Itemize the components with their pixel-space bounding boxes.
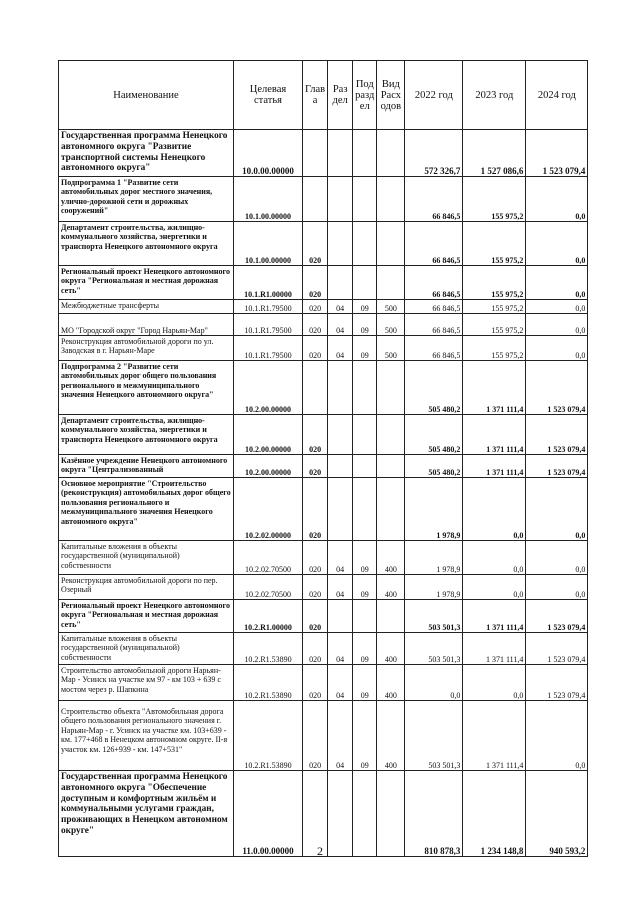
row-2022: 503 501,3 [405, 600, 463, 633]
row-vid [377, 455, 405, 478]
row-glava [303, 130, 328, 177]
header-2024: 2024 год [526, 61, 588, 130]
row-2022: 1 978,9 [405, 478, 463, 541]
budget-table [58, 60, 588, 857]
row-2024: 0,0 [526, 701, 588, 771]
table-row [59, 701, 588, 771]
row-razdel: 04 [328, 300, 353, 314]
row-name: Строительство автомобильной дороги Нарьян-Мар - Усинск на участке км 97 - км 103 + 639 с мостом через р. Шапкина [59, 665, 234, 701]
row-target: 10.2.R1.00000 [234, 600, 303, 633]
table-row [59, 177, 588, 222]
row-2024: 0,0 [526, 266, 588, 300]
row-2022: 66 846,5 [405, 266, 463, 300]
row-target: 10.2.00.00000 [234, 415, 303, 455]
table-row [59, 575, 588, 600]
row-podrazdel [353, 478, 377, 541]
row-2024: 1 523 079,4 [526, 361, 588, 415]
row-razdel: 04 [328, 575, 353, 600]
table-row [59, 541, 588, 575]
row-2023: 1 371 111,4 [463, 600, 526, 633]
header-2022: 2022 год [405, 61, 463, 130]
table-row [59, 600, 588, 633]
row-vid [377, 361, 405, 415]
row-name: Капитальные вложения в объекты государственной (муниципальной) собственности [59, 633, 234, 665]
row-2024: 1 523 079,4 [526, 455, 588, 478]
row-name: Строительство объекта "Автомобильная дорога общего пользования регионального значения г. Нарьян-Мар - г. Усинск на участке км. 103+639 - км. 177+468 в Ненецком автономном округе. II-я участок км. 126+939 - км. 147+531" [59, 701, 234, 771]
row-razdel [328, 478, 353, 541]
row-2022: 66 846,5 [405, 314, 463, 336]
row-vid: 500 [377, 336, 405, 361]
row-name: Капитальные вложения в объекты государственной (муниципальной) собственности [59, 541, 234, 575]
row-razdel [328, 222, 353, 266]
table-row [59, 665, 588, 701]
row-glava: 020 [303, 222, 328, 266]
row-2023: 0,0 [463, 541, 526, 575]
row-2023: 1 527 086,6 [463, 130, 526, 177]
row-glava: 020 [303, 455, 328, 478]
header-glava: Глав а [303, 61, 328, 130]
row-target: 10.1.R1.00000 [234, 266, 303, 300]
row-podrazdel [353, 266, 377, 300]
row-razdel: 04 [328, 336, 353, 361]
row-target: 10.2.R1.53890 [234, 665, 303, 701]
row-2022: 503 501,3 [405, 633, 463, 665]
row-2022: 572 326,7 [405, 130, 463, 177]
row-podrazdel [353, 415, 377, 455]
row-glava: 020 [303, 300, 328, 314]
row-name: Казённое учреждение Ненецкого автономного округа "Централизованный [59, 455, 234, 478]
row-razdel: 04 [328, 314, 353, 336]
row-2024: 0,0 [526, 336, 588, 361]
row-name: Подпрограмма 1 "Развитие сети автомобильных дорог местного значения, улично-дорожной сети и дорожных сооружений" [59, 177, 234, 222]
row-podrazdel: 09 [353, 633, 377, 665]
row-target: 10.1.R1.79500 [234, 314, 303, 336]
row-2024: 0,0 [526, 300, 588, 314]
row-2023: 1 371 111,4 [463, 701, 526, 771]
row-name: Реконструкция автомобильной дороги по ул. Заводская в г. Нарьян-Маре [59, 336, 234, 361]
row-target: 10.1.00.00000 [234, 222, 303, 266]
row-target: 10.2.R1.53890 [234, 633, 303, 665]
header-name: Наименование [59, 61, 234, 130]
row-2023: 1 371 111,4 [463, 415, 526, 455]
row-2024: 0,0 [526, 575, 588, 600]
row-razdel [328, 361, 353, 415]
table-row [59, 314, 588, 336]
row-glava: 020 [303, 314, 328, 336]
row-podrazdel: 09 [353, 701, 377, 771]
row-glava: 020 [303, 600, 328, 633]
row-2024: 1 523 079,4 [526, 415, 588, 455]
row-2022: 66 846,5 [405, 336, 463, 361]
row-razdel: 04 [328, 541, 353, 575]
row-vid [377, 177, 405, 222]
row-2023: 1 234 148,8 [463, 771, 526, 857]
row-vid: 500 [377, 300, 405, 314]
row-vid: 400 [377, 701, 405, 771]
row-2022: 505 480,2 [405, 415, 463, 455]
row-glava: 020 [303, 336, 328, 361]
row-target: 10.1.R1.79500 [234, 300, 303, 314]
row-razdel: 04 [328, 701, 353, 771]
row-2023: 0,0 [463, 478, 526, 541]
row-2023: 155 975,2 [463, 177, 526, 222]
row-glava: 020 [303, 633, 328, 665]
table-row [59, 478, 588, 541]
header-podrazdel: Под разд ел [353, 61, 377, 130]
header-target-article: Целевая статья [234, 61, 303, 130]
header-vid-rashodov: Вид Расх одов [377, 61, 405, 130]
row-vid [377, 222, 405, 266]
row-2023: 155 975,2 [463, 300, 526, 314]
row-vid: 500 [377, 314, 405, 336]
row-name: Региональный проект Ненецкого автономного округа "Региональная и местная дорожная сеть" [59, 266, 234, 300]
row-2023: 155 975,2 [463, 314, 526, 336]
row-name: Межбюджетные трансферты [59, 300, 234, 314]
table-row [59, 300, 588, 314]
row-name: Государственная программа Ненецкого автономного округа "Развитие транспортной системы Ненецкого автономного округа" [59, 130, 234, 177]
row-2023: 0,0 [463, 575, 526, 600]
row-podrazdel [353, 130, 377, 177]
row-2022: 810 878,3 [405, 771, 463, 857]
row-2024: 0,0 [526, 478, 588, 541]
row-name: МО "Городской округ "Город Нарьян-Мар" [59, 314, 234, 336]
row-vid [377, 600, 405, 633]
row-razdel [328, 177, 353, 222]
row-glava [303, 177, 328, 222]
row-target: 10.0.00.00000 [234, 130, 303, 177]
row-2022: 505 480,2 [405, 455, 463, 478]
row-vid: 400 [377, 575, 405, 600]
row-target: 10.2.02.70500 [234, 541, 303, 575]
row-vid [377, 478, 405, 541]
row-name: Подпрограмма 2 "Развитие сети автомобильных дорог общего пользования регионального и межмуниципального значения Ненецкого автономного округа" [59, 361, 234, 415]
row-2023: 155 975,2 [463, 266, 526, 300]
row-vid [377, 415, 405, 455]
row-name: Реконструкция автомобильной дороги по пер. Озерный [59, 575, 234, 600]
row-name: Департамент строительства, жилищно-коммунального хозяйства, энергетики и транспорта Ненецкого автономного округа [59, 222, 234, 266]
row-target: 11.0.00.00000 [234, 771, 303, 857]
row-vid [377, 266, 405, 300]
row-glava: 020 [303, 575, 328, 600]
row-podrazdel [353, 600, 377, 633]
row-podrazdel [353, 361, 377, 415]
row-2022: 66 846,5 [405, 300, 463, 314]
row-2022: 66 846,5 [405, 222, 463, 266]
row-podrazdel: 09 [353, 541, 377, 575]
header-2023: 2023 год [463, 61, 526, 130]
row-podrazdel: 09 [353, 665, 377, 701]
row-2022: 503 501,3 [405, 701, 463, 771]
row-target: 10.2.02.70500 [234, 575, 303, 600]
table-row [59, 222, 588, 266]
row-podrazdel: 09 [353, 300, 377, 314]
row-2024: 0,0 [526, 222, 588, 266]
row-glava: 020 [303, 665, 328, 701]
row-glava [303, 361, 328, 415]
row-target: 10.2.00.00000 [234, 455, 303, 478]
row-2024: 0,0 [526, 314, 588, 336]
row-razdel [328, 600, 353, 633]
row-podrazdel: 09 [353, 575, 377, 600]
row-podrazdel: 09 [353, 314, 377, 336]
row-target: 10.1.R1.79500 [234, 336, 303, 361]
row-2023: 1 371 111,4 [463, 633, 526, 665]
header-razdel: Раз дел [328, 61, 353, 130]
table-header-row [59, 61, 588, 130]
row-target: 10.1.00.00000 [234, 177, 303, 222]
row-2023: 1 371 111,4 [463, 455, 526, 478]
row-razdel [328, 130, 353, 177]
row-target: 10.2.R1.53890 [234, 701, 303, 771]
row-2023: 1 371 111,4 [463, 361, 526, 415]
row-name: Государственная программа Ненецкого автономного округа "Обеспечение доступным и комфортным жильём и коммунальными услугами граждан, проживающих в Ненецком автономном округе" [59, 771, 234, 857]
row-2024: 1 523 079,4 [526, 665, 588, 701]
row-podrazdel [353, 177, 377, 222]
row-podrazdel: 09 [353, 336, 377, 361]
row-glava: 020 [303, 541, 328, 575]
row-name: Департамент строительства, жилищно-коммунального хозяйства, энергетики и транспорта Ненецкого автономного округа [59, 415, 234, 455]
row-2024: 1 523 079,4 [526, 633, 588, 665]
table-row [59, 361, 588, 415]
row-razdel [328, 415, 353, 455]
row-vid: 400 [377, 633, 405, 665]
row-vid: 400 [377, 541, 405, 575]
row-target: 10.2.02.00000 [234, 478, 303, 541]
row-podrazdel [353, 222, 377, 266]
row-2022: 0,0 [405, 665, 463, 701]
row-razdel: 04 [328, 633, 353, 665]
row-2023: 155 975,2 [463, 336, 526, 361]
table-row [59, 336, 588, 361]
row-2024: 1 523 079,4 [526, 600, 588, 633]
table-row [59, 455, 588, 478]
row-2024: 0,0 [526, 541, 588, 575]
row-razdel [328, 455, 353, 478]
table-row [59, 633, 588, 665]
table-row [59, 266, 588, 300]
row-2024: 1 523 079,4 [526, 130, 588, 177]
row-podrazdel [353, 455, 377, 478]
row-2024: 0,0 [526, 177, 588, 222]
row-glava: 020 [303, 415, 328, 455]
row-razdel [328, 266, 353, 300]
table-row [59, 415, 588, 455]
row-2024: 940 593,2 [526, 771, 588, 857]
row-name: Региональный проект Ненецкого автономного округа "Региональная и местная дорожная сеть" [59, 600, 234, 633]
table-row [59, 130, 588, 177]
row-glava: 020 [303, 701, 328, 771]
row-vid [377, 130, 405, 177]
row-vid: 400 [377, 665, 405, 701]
row-target: 10.2.00.00000 [234, 361, 303, 415]
row-razdel: 04 [328, 665, 353, 701]
row-2023: 0,0 [463, 665, 526, 701]
row-glava: 020 [303, 266, 328, 300]
row-glava: 020 [303, 478, 328, 541]
row-2023: 155 975,2 [463, 222, 526, 266]
row-2022: 1 978,9 [405, 575, 463, 600]
row-2022: 505 480,2 [405, 361, 463, 415]
page-number: 2 [317, 844, 323, 858]
row-2022: 66 846,5 [405, 177, 463, 222]
row-name: Основное мероприятие "Строительство (реконструкция) автомобильных дорог общего пользования регионального и межмуниципального значения Ненецкого автономного округа" [59, 478, 234, 541]
row-2022: 1 978,9 [405, 541, 463, 575]
